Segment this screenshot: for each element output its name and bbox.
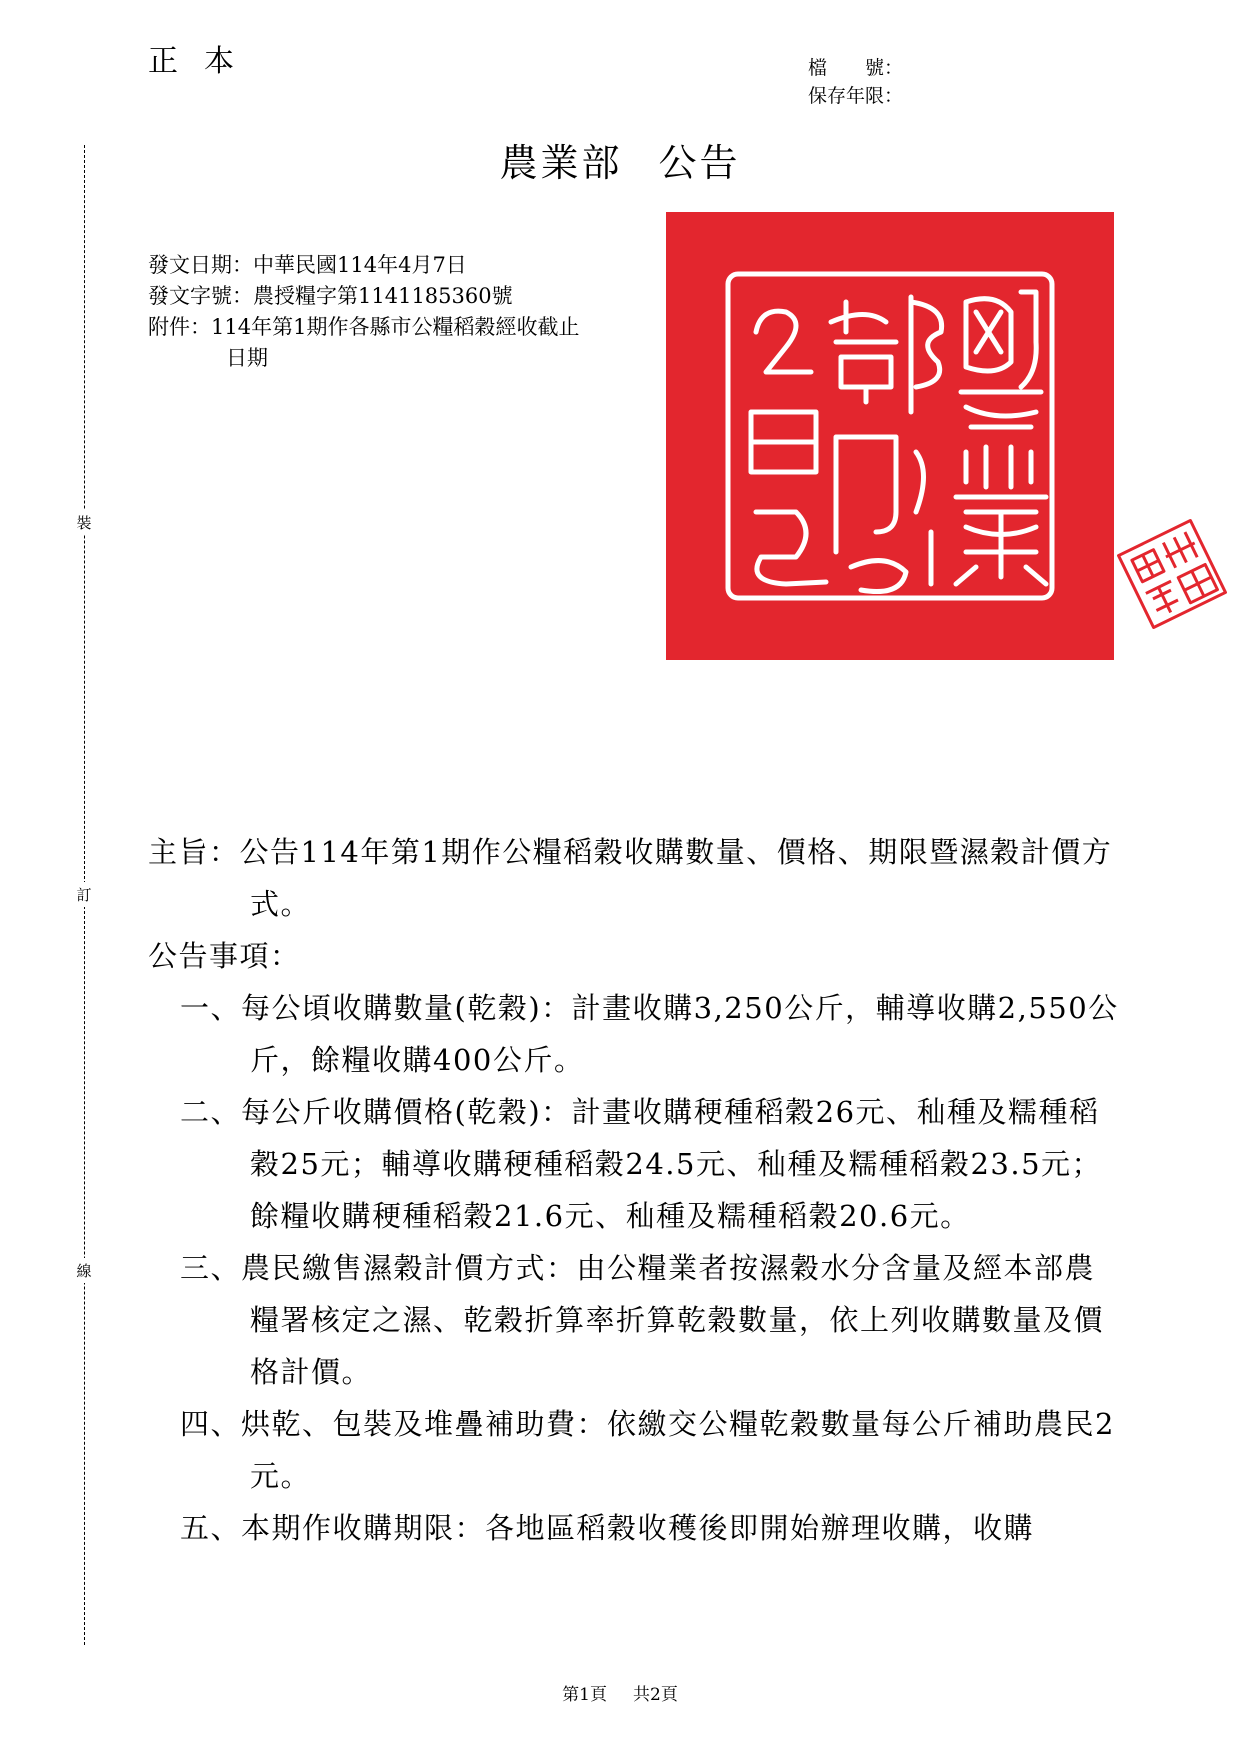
agency-name: 農業部: [499, 141, 623, 185]
page-footer: [0, 1680, 1240, 1705]
file-number-label: 檔 號：: [808, 57, 904, 79]
file-metadata: [808, 54, 903, 110]
binding-mark-ding: 訂: [74, 882, 94, 907]
issue-date: 發文日期：中華民國114年4月7日: [148, 253, 467, 277]
copy-mark: 正本: [148, 44, 260, 79]
official-seal: [666, 212, 1114, 660]
issue-number: 發文字號：農授糧字第1141185360號: [148, 284, 513, 308]
attachment: 附件：114年第1期作各縣市公糧稻穀經收截止: [148, 315, 580, 339]
subject: 主旨：公告114年第1期作公糧稻穀收購數量、價格、期限暨濕穀計價方式。: [148, 835, 1113, 921]
notice-item-4: 四、烘乾、包裝及堆疊補助費：依繳交公糧乾穀數量每公斤補助農民2元。: [180, 1407, 1115, 1493]
attachment-continued: 日期: [226, 346, 268, 370]
notice-item-1: 一、每公頃收購數量(乾穀)：計畫收購3,250公斤，輔導收購2,550公斤，餘糧收購400公斤。: [180, 991, 1119, 1077]
notice-item-2: 二、每公斤收購價格(乾穀)：計畫收購稉種稻穀26元、秈種及糯種稻穀25元；輔導收購稉種稻穀24.5元、秈種及糯種稻穀23.5元；餘糧收購稉種稻穀21.6元、秈種及糯種稻穀20.6元。: [180, 1095, 1103, 1233]
small-seal-glyphs-icon: [1113, 515, 1231, 633]
notice-item-5: 五、本期作收購期限：各地區稻穀收穫後即開始辦理收購，收購: [180, 1511, 1035, 1545]
document-title: [0, 132, 1240, 187]
notice-body: [148, 826, 1124, 1554]
document-type: 公告: [658, 141, 741, 185]
page-number: 第1頁: [562, 1685, 607, 1705]
notice-items-header: 公告事項：: [148, 939, 301, 973]
binding-mark-zhuang: 裝: [74, 510, 94, 535]
binding-mark-xian: 線: [74, 1258, 94, 1283]
page-total: 共2頁: [633, 1685, 678, 1705]
seal-glyphs-icon: [666, 212, 1114, 660]
retention-period-label: 保存年限：: [808, 85, 904, 107]
issue-info: [148, 250, 668, 374]
small-seal: [1113, 515, 1231, 633]
notice-item-3: 三、農民繳售濕穀計價方式：由公糧業者按濕穀水分含量及經本部農糧署核定之濕、乾穀折算率折算乾穀數量，依上列收購數量及價格計價。: [180, 1251, 1105, 1389]
